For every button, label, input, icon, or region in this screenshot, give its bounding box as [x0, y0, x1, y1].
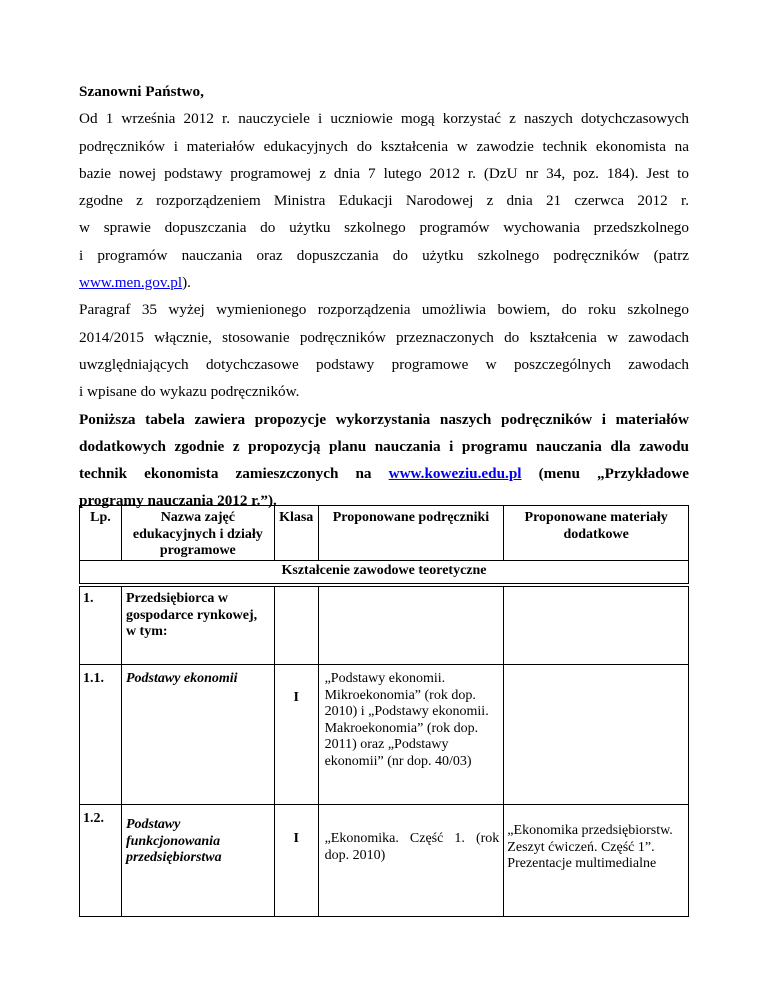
link-suffix: ). — [182, 274, 191, 292]
cell-name: Podstawy funkcjonowania przedsiębiorstwa — [121, 805, 274, 917]
salutation: Szanowni Państwo, — [79, 83, 204, 100]
table-row — [80, 587, 689, 665]
col-books: Proponowane podręczniki — [318, 506, 504, 561]
text-line: podręczników i materiałów edukacyjnych do kształcenia w zawodzie technik ekonomista na — [79, 137, 689, 155]
col-name: Nazwa zajęć edukacyjnych i działy programowe — [121, 506, 274, 561]
table-row — [80, 665, 689, 805]
cell-name: Przedsiębiorca w gospodarce rynkowej, w tym: — [121, 587, 274, 665]
bold-line: dodatkowych zgodnie z propozycją planu nauczania i programu nauczania dla zawodu — [79, 437, 689, 455]
col-lp: Lp. — [80, 506, 122, 561]
letter-body — [79, 72, 689, 515]
text-line: uwzględniających dotychczasowe podstawy programowe w poszczególnych zawodach — [79, 355, 689, 373]
col-materials: Proponowane materiały dodatkowe — [504, 506, 689, 561]
col-class: Klasa — [274, 506, 318, 561]
text-line: i programów nauczania oraz dopuszczania do użytku szkolnego podręczników (patrz — [79, 246, 689, 264]
bold-line: Poniższa tabela zawiera propozycje wykorzystania naszych podręczników i materiałów — [79, 410, 689, 428]
cell-books — [318, 587, 504, 665]
cell-name: Podstawy ekonomii — [121, 665, 274, 805]
cell-lp: 1.2. — [80, 805, 122, 917]
cell-lp: 1. — [80, 587, 122, 665]
text-line: 2014/2015 włącznie, stosowanie podręczników przeznaczonych do kształcenia w zawodach — [79, 328, 689, 346]
koweziu-link[interactable]: www.koweziu.edu.pl — [388, 465, 522, 483]
text-line: i wpisane do wykazu podręczników. — [79, 383, 300, 401]
text-line: bazie nowej podstawy programowej z dnia 7 lutego 2012 r. (DzU nr 34, poz. 184). Jest to — [79, 164, 689, 182]
cell-class — [274, 587, 318, 665]
content-table — [79, 586, 689, 917]
cell-books: „Podstawy ekonomii. Mikroekonomia” (rok dop. 2010) i „Podstawy ekonomii. Makroekonomia” (rok dop. 2011) oraz „Podstawy ekonomii” (nr dop. 40/03) — [318, 665, 504, 805]
text-line: zgodne z rozporządzeniem Ministra Edukacji Narodowej z dnia 21 czerwca 2012 r. — [79, 192, 689, 210]
cell-class: I — [274, 665, 318, 805]
cell-materials — [504, 665, 689, 805]
text-line: Paragraf 35 wyżej wymienionego rozporządzenia umożliwia bowiem, do roku szkolnego — [79, 301, 689, 319]
cell-books: „Ekonomika. Część 1. (rok dop. 2010) — [318, 805, 504, 917]
cell-materials: „Ekonomika przedsiębiorstw. Zeszyt ćwiczeń. Część 1”. Prezentacje multimedialne — [504, 805, 689, 917]
text-line: w sprawie dopuszczania do użytku szkolnego programów wychowania przedszkolnego — [79, 219, 689, 237]
text-line: Od 1 września 2012 r. nauczyciele i uczniowie mogą korzystać z naszych dotychczasowych — [79, 110, 689, 128]
text-line — [79, 269, 689, 296]
table-row — [80, 805, 689, 917]
section-heading: Kształcenie zawodowe teoretyczne — [80, 560, 689, 583]
bold-line: programy nauczania 2012 r.”). — [79, 492, 277, 510]
bold-line-suffix: (menu „Przykładowe — [521, 465, 689, 483]
bold-line-prefix: technik ekonomista zamieszczonych na — [79, 465, 389, 483]
header-table — [79, 505, 689, 584]
cell-materials — [504, 587, 689, 665]
cell-class: I — [274, 805, 318, 917]
bold-line — [79, 460, 689, 487]
men-link[interactable]: www.men.gov.pl — [79, 274, 183, 292]
cell-lp: 1.1. — [80, 665, 122, 805]
